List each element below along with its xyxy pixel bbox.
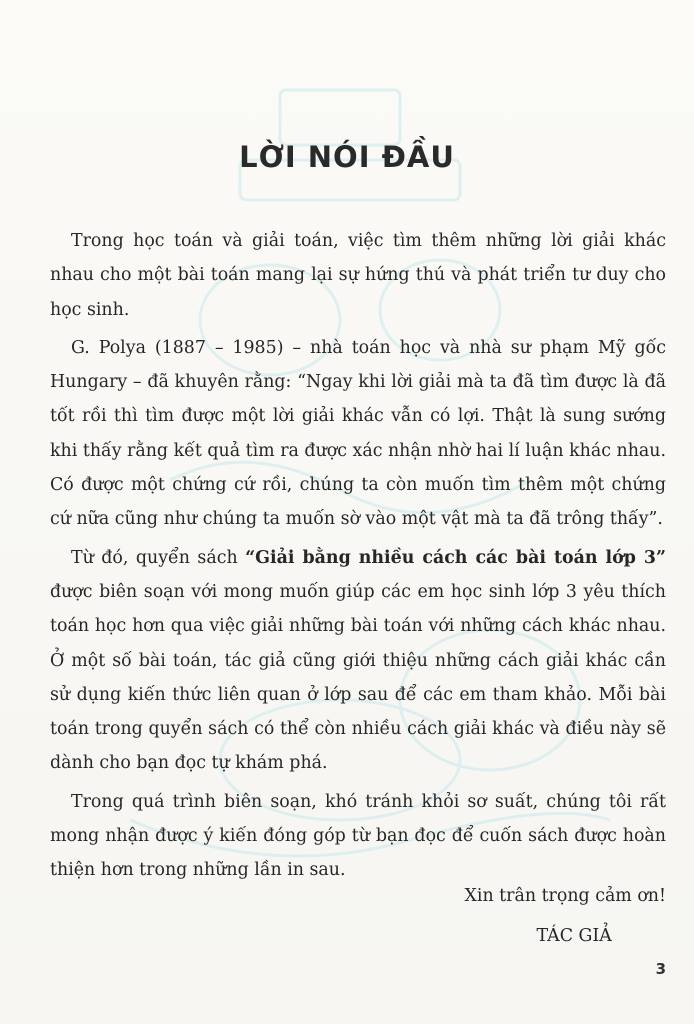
page-number: 3 [655, 960, 666, 978]
purpose-rest: được biên soạn với mong muốn giúp các em học sinh lớp 3 yêu thích toán học hơn qua việc giải những bài toán với những cách khác nhau. Ở một số bài toán, tác giả cũng giới thiệu những cách giải khác cần sử dụng kiến thức liên quan ở lớp sau để các em tham khảo. Mỗi bài toán trong quyển sách có thể còn nhiều cách giải khác và điều này sẽ dành cho bạn đọc tự khám phá. [50, 581, 666, 774]
book-title: “Giải bằng nhiều cách các bài toán lớp 3” [245, 547, 666, 568]
page-title: LỜI NÓI ĐẦU [239, 140, 455, 174]
paragraph-book-purpose [50, 541, 666, 781]
author-signature: TÁC GIẢ [536, 926, 612, 946]
purpose-lead: Từ đó, quyển sách [71, 547, 246, 568]
paragraph-feedback: Trong quá trình biên soạn, khó tránh khỏi sơ suất, chúng tôi rất mong nhận được ý kiến đóng góp từ bạn đọc để cuốn sách được hoàn thiện hơn trong những lần in sau. [50, 791, 666, 881]
preface-body [50, 224, 666, 892]
paragraph-polya-quote: G. Polya (1887 – 1985) – nhà toán học và nhà sư phạm Mỹ gốc Hungary – đã khuyên rằng: “Ngay khi lời giải mà ta đã tìm được là đã tốt rồi thì tìm được một lời giải khác vẫn có lợi. Thật là sung sướng khi thấy rằng kết quả tìm ra được xác nhận nhờ hai lí luận khác nhau. Có được một chứng cứ rồi, chúng ta còn muốn tìm thêm một chứng cứ nữa cũng như chúng ta muốn sờ vào một vật mà ta đã trông thấy”. [50, 337, 666, 530]
signoff [465, 876, 667, 956]
paragraph-intro: Trong học toán và giải toán, việc tìm thêm những lời giải khác nhau cho một bài toán mang lại sự hứng thú và phát triển tư duy cho học sinh. [50, 231, 666, 320]
closing-thanks: Xin trân trọng cảm ơn! [464, 886, 666, 906]
